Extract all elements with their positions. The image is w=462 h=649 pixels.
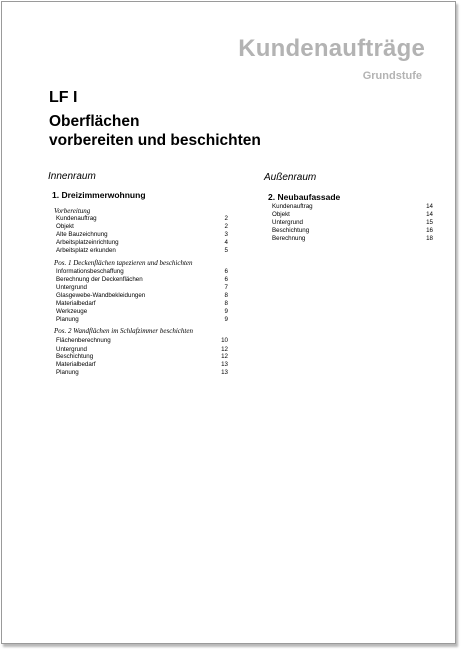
toc-entry[interactable]: Berechnung der Deckenflächen 6: [56, 276, 228, 283]
main-title: [49, 112, 261, 150]
toc-entry[interactable]: Materialbedarf 8: [56, 300, 228, 307]
toc-entry[interactable]: Beschichtung 12: [56, 353, 228, 360]
toc-entry[interactable]: Materialbedarf 13: [56, 361, 228, 368]
toc-entry[interactable]: Arbeitsplatz erkunden 5: [56, 247, 228, 254]
toc-entry[interactable]: Berechnung 18: [272, 235, 433, 242]
toc-entry[interactable]: Untergrund 7: [56, 284, 228, 291]
toc-entry[interactable]: Kundenauftrag 2: [56, 215, 228, 222]
toc-entry[interactable]: Kundenauftrag 14: [272, 203, 433, 210]
group-heading-vorbereitung: Vorbereitung: [54, 207, 91, 215]
toc-entry[interactable]: Glasgewebe-Wandbekleidungen 8: [56, 292, 228, 299]
toc-entry[interactable]: Arbeitsplatzeinrichtung 4: [56, 239, 228, 246]
toc-entry[interactable]: Untergrund 12: [56, 346, 228, 353]
toc-entry[interactable]: Flächenberechnung 10: [56, 337, 228, 344]
toc-entry[interactable]: Alte Bauzeichnung 3: [56, 231, 228, 238]
toc-entry[interactable]: Planung 13: [56, 369, 228, 376]
toc-entry[interactable]: Objekt 14: [272, 211, 433, 218]
toc-entry[interactable]: Untergrund 15: [272, 219, 433, 226]
main-title-line-1: Oberflächen: [49, 113, 140, 130]
toc-entry[interactable]: Planung 9: [56, 316, 228, 323]
group-heading-pos-1: Pos. 1 Deckenflächen tapezieren und beschichten: [54, 259, 193, 267]
section-heading-innenraum: Innenraum: [48, 171, 96, 182]
toc-entry[interactable]: Informationsbeschaffung 6: [56, 268, 228, 275]
document-page: [1, 1, 456, 644]
toc-entry[interactable]: Beschichtung 16: [272, 227, 433, 234]
project-heading-dreizimmerwohnung: 1. Dreizimmerwohnung: [52, 190, 146, 200]
section-heading-aussenraum: Außenraum: [264, 172, 317, 183]
header-title: Kundenaufträge: [238, 35, 425, 62]
project-heading-neubaufassade: 2. Neubaufassade: [268, 192, 341, 202]
header-subtitle: Grundstufe: [362, 70, 422, 82]
main-title-line-2: vorbereiten und beschichten: [49, 132, 261, 149]
lernfeld-label: LF I: [49, 89, 78, 106]
toc-entry[interactable]: Werkzeuge 9: [56, 308, 228, 315]
group-heading-pos-2: Pos. 2 Wandflächen im Schlafzimmer beschichten: [54, 327, 193, 335]
toc-entry[interactable]: Objekt 2: [56, 223, 228, 230]
